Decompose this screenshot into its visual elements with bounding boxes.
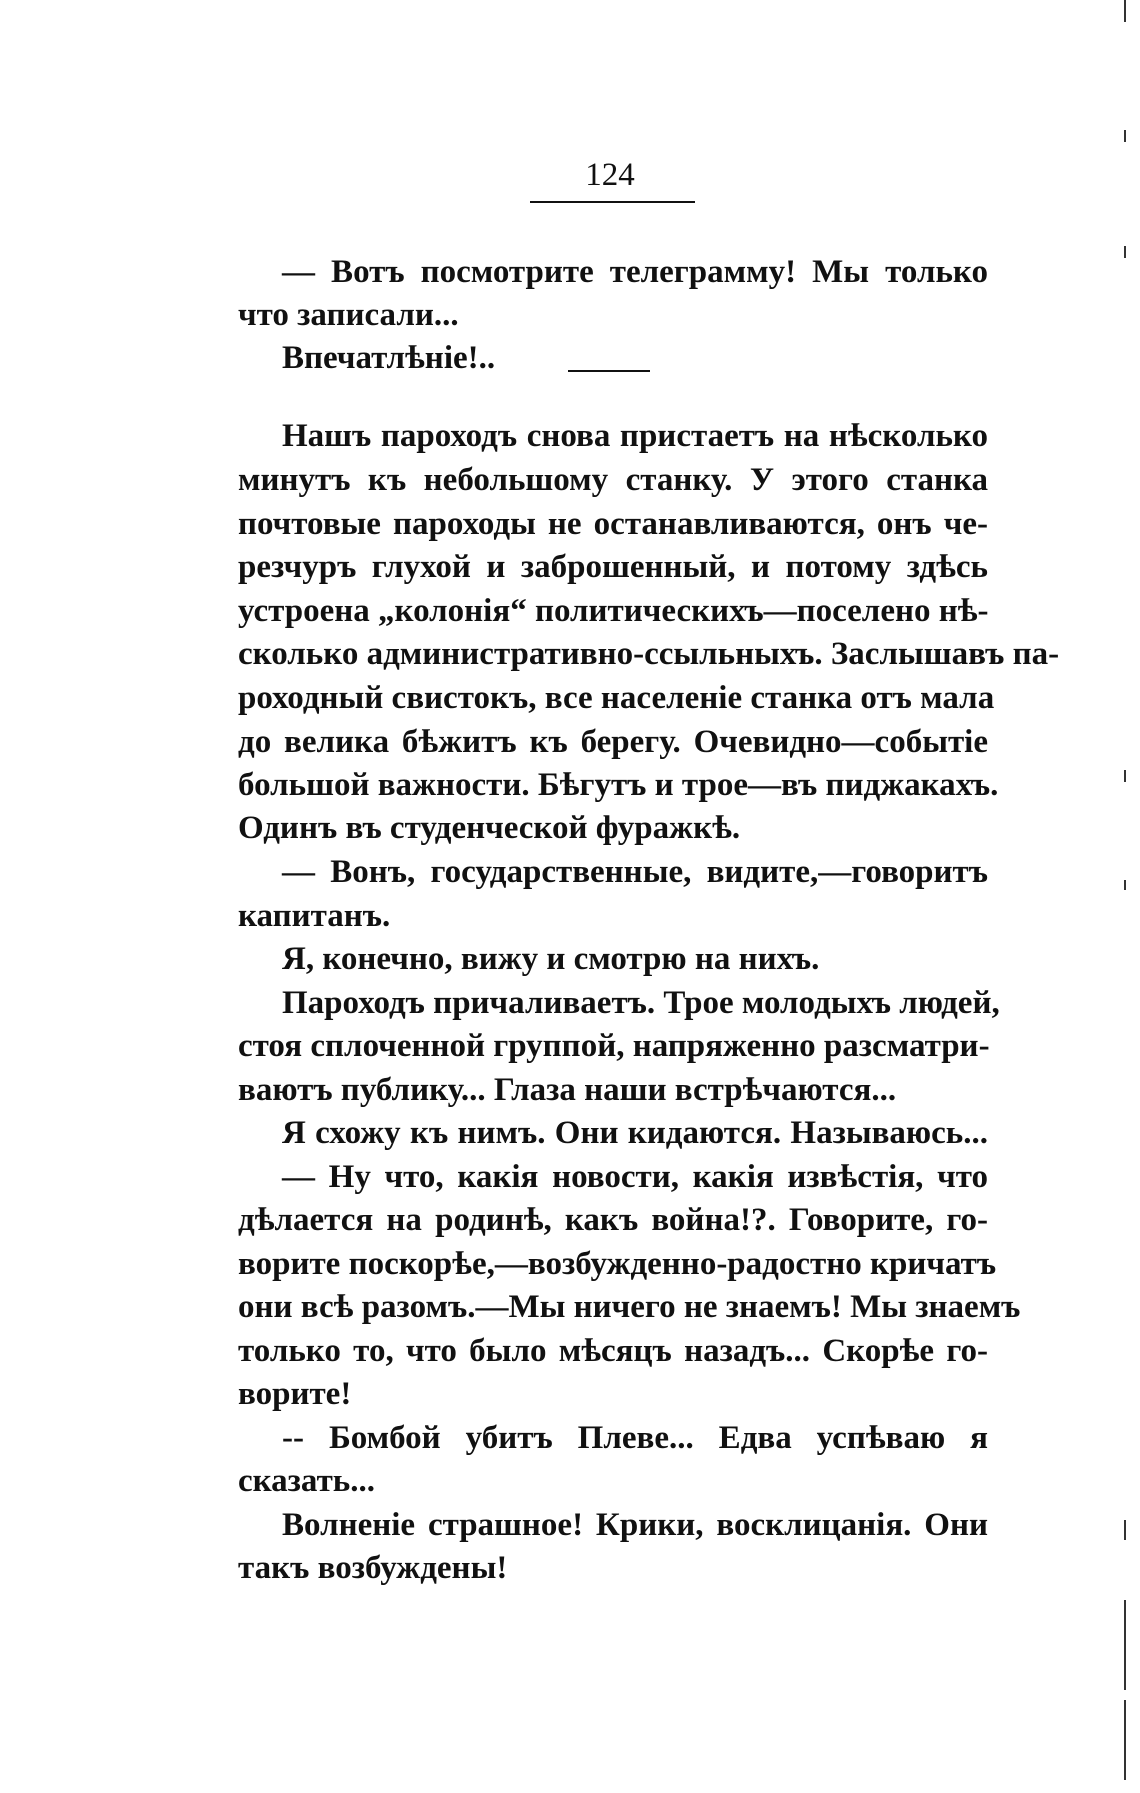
- text-line: сколько административно-ссыльныхъ. Заслышавъ па-: [238, 636, 1060, 672]
- scan-mark: [1124, 880, 1126, 890]
- text-line: ворите поскорѣе,—возбужденно-радостно кричатъ: [238, 1246, 997, 1282]
- scan-mark: [1124, 1700, 1126, 1780]
- text-line: роходный свистокъ, все населеніе станка отъ мала: [238, 680, 995, 716]
- text-line: Волненіе страшное! Крики, восклицанія. Они: [282, 1507, 988, 1543]
- text-line: минутъ къ небольшому станку. У этого станка: [238, 462, 988, 498]
- text-line: стоя сплоченной группой, напряженно разсматри-: [238, 1028, 990, 1064]
- text-line: — Вонъ, государственные, видите,—говоритъ: [282, 854, 988, 890]
- text-line: они всѣ разомъ.—Мы ничего не знаемъ! Мы знаемъ: [238, 1289, 1021, 1325]
- text-line: резчуръ глухой и заброшенный, и потому здѣсь: [238, 549, 988, 585]
- text-line: — Вотъ посмотрите телеграмму! Мы только: [282, 254, 988, 290]
- scan-mark: [1124, 246, 1126, 258]
- text-line: ваютъ публику... Глаза наши встрѣчаются...: [238, 1072, 897, 1108]
- text-line: до велика бѣжитъ къ берегу. Очевидно—событіе: [238, 724, 988, 760]
- text-line: капитанъ.: [238, 898, 391, 934]
- text-line: почтовые пароходы не останавливаются, онъ че-: [238, 506, 988, 542]
- scan-mark: [1124, 1520, 1126, 1540]
- text-line: дѣлается на родинѣ, какъ война!?. Говорите, го-: [238, 1202, 988, 1238]
- text-line: Пароходъ причаливаетъ. Трое молодыхъ людей,: [282, 985, 1000, 1021]
- text-line: сказать...: [238, 1463, 375, 1499]
- page-number: 124: [585, 157, 635, 193]
- scan-mark: [1124, 0, 1126, 22]
- text-line: только то, что было мѣсяцъ назадъ... Скорѣе го-: [238, 1333, 988, 1369]
- text-line: ворите!: [238, 1376, 352, 1412]
- text-line: — Ну что, какія новости, какія извѣстія, что: [282, 1159, 988, 1195]
- text-line: Я схожу къ нимъ. Они кидаются. Называюсь...: [282, 1115, 988, 1151]
- scan-mark: [1124, 1600, 1126, 1690]
- text-line: что записали...: [238, 297, 459, 333]
- header-rule: [530, 201, 695, 203]
- text-line: Впечатлѣніе!..: [282, 340, 496, 376]
- text-line: -- Бомбой убитъ Плеве... Едва успѣваю я: [282, 1420, 988, 1456]
- scan-mark: [1124, 770, 1126, 782]
- section-divider: [568, 370, 650, 372]
- text-line: Одинъ въ студенческой фуражкѣ.: [238, 810, 741, 846]
- text-line: Я, конечно, вижу и смотрю на нихъ.: [282, 941, 820, 977]
- text-line: большой важности. Бѣгутъ и трое—въ пиджакахъ.: [238, 767, 999, 803]
- scan-mark: [1124, 130, 1126, 142]
- text-line: устроена „колонія“ политическихъ—поселено нѣ-: [238, 593, 989, 629]
- text-line: Нашъ пароходъ снова пристаетъ на нѣсколько: [282, 418, 988, 454]
- text-line: такъ возбуждены!: [238, 1550, 508, 1586]
